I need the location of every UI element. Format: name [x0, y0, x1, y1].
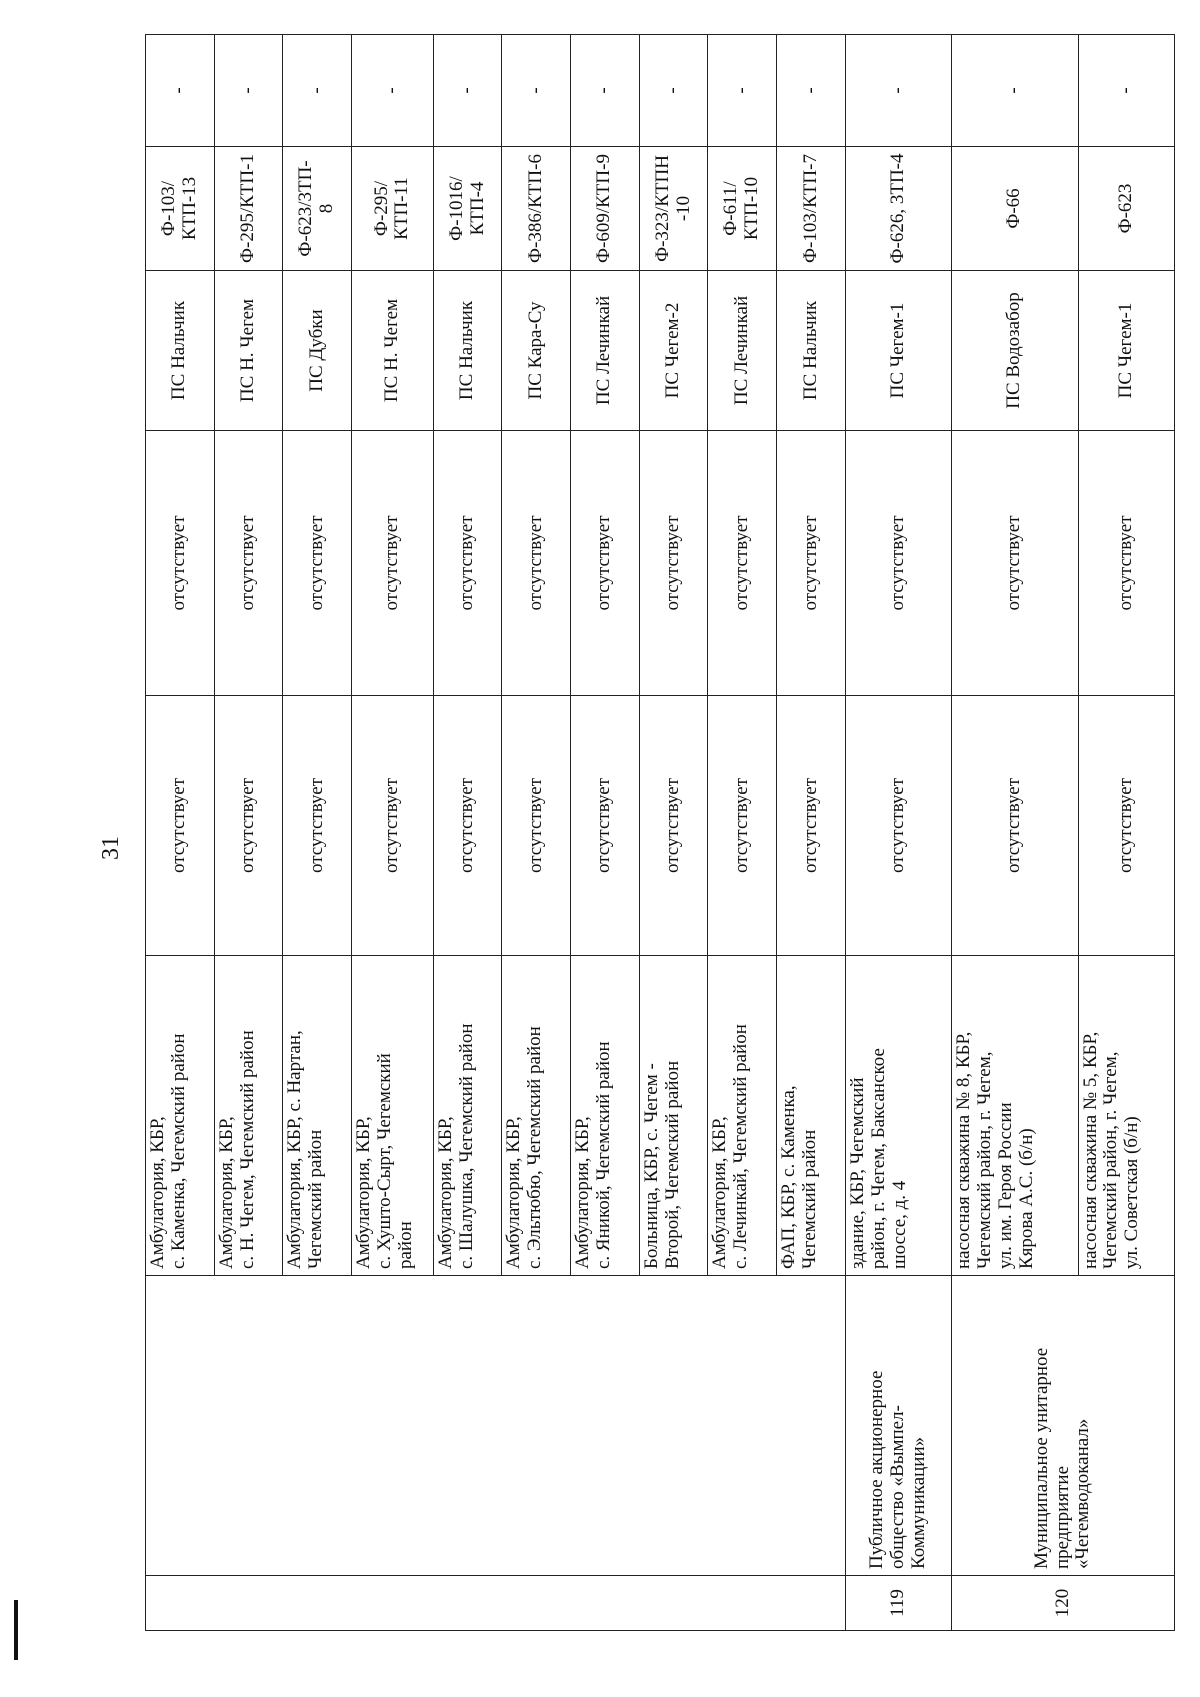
dash-cell: - — [352, 35, 434, 147]
row-number-cell: 119 — [845, 1576, 951, 1631]
feeder-cell: Ф-323/КТПН -10 — [639, 147, 708, 271]
status-cell: отсутствует — [951, 696, 1078, 956]
substation-cell: ПС Лечинкай — [708, 271, 777, 431]
object-address-cell: Амбулатория, КБР, с. Нартан, Чегемский район — [283, 956, 352, 1276]
status-cell: отсутствует — [502, 696, 571, 956]
status-cell: отсутствует — [502, 431, 571, 696]
object-address-cell: Амбулатория, КБР, с. Хушто-Сырт, Чегемский район — [352, 956, 434, 1276]
substation-cell: ПС Водозабор — [951, 271, 1078, 431]
status-cell: отсутствует — [1078, 431, 1174, 696]
dash-cell: - — [214, 35, 283, 147]
dash-cell: - — [146, 35, 215, 147]
dash-cell: - — [639, 35, 708, 147]
feeder-cell: Ф-609/КТП-9 — [571, 147, 640, 271]
status-cell: отсутствует — [283, 696, 352, 956]
object-address-cell: Больница, КБР, с. Чегем - Второй, Чегемский район — [639, 956, 708, 1276]
status-cell: отсутствует — [352, 696, 434, 956]
status-cell: отсутствует — [777, 431, 846, 696]
object-address-cell: здание, КБР, Чегемский район, г. Чегем, Баксанское шоссе, д. 4 — [845, 956, 951, 1276]
feeder-cell: Ф-1016/ КТП-4 — [433, 147, 502, 271]
scan-edge-mark — [14, 1600, 18, 1660]
status-cell: отсутствует — [433, 431, 502, 696]
substation-cell: ПС Н. Чегем — [214, 271, 283, 431]
status-cell: отсутствует — [571, 696, 640, 956]
status-cell: отсутствует — [433, 696, 502, 956]
dash-cell: - — [571, 35, 640, 147]
table-row — [845, 35, 951, 1631]
dash-cell: - — [433, 35, 502, 147]
status-cell: отсутствует — [639, 696, 708, 956]
feeder-cell: Ф-626, 3ТП-4 — [845, 147, 951, 271]
row-number-cell — [146, 1576, 846, 1631]
status-cell: отсутствует — [639, 431, 708, 696]
feeder-cell: Ф-623 — [1078, 147, 1174, 271]
table-body — [146, 35, 1175, 1631]
rotated-table — [145, 35, 1175, 1631]
row-number-cell: 120 — [951, 1576, 1174, 1631]
feeder-cell: Ф-103/КТП-7 — [777, 147, 846, 271]
feeder-cell: Ф-623/3ТП- 8 — [283, 147, 352, 271]
status-cell: отсутствует — [146, 431, 215, 696]
object-address-cell: насосная скважина № 8, КБР, Чегемский район, г. Чегем, ул. им. Героя России Кярова А.С. (б/н) — [951, 956, 1078, 1276]
feeder-cell: Ф-295/КТП-1 — [214, 147, 283, 271]
organization-cell: Публичное акционерное общество «Вымпел- Коммуникации» — [845, 1276, 951, 1576]
status-cell: отсутствует — [708, 696, 777, 956]
substation-cell: ПС Чегем-1 — [1078, 271, 1174, 431]
substation-cell: ПС Нальчик — [146, 271, 215, 431]
substation-cell: ПС Кара-Су — [502, 271, 571, 431]
dash-cell: - — [502, 35, 571, 147]
table-row — [146, 35, 215, 1631]
status-cell: отсутствует — [214, 696, 283, 956]
page-number: 31 — [98, 836, 124, 860]
dash-cell: - — [951, 35, 1078, 147]
status-cell: отсутствует — [1078, 696, 1174, 956]
substation-cell: ПС Чегем-2 — [639, 271, 708, 431]
feeder-cell: Ф-103/КТП-13 — [146, 147, 215, 271]
object-address-cell: Амбулатория, КБР, с. Шалушка, Чегемский район — [433, 956, 502, 1276]
substation-cell: ПС Чегем-1 — [845, 271, 951, 431]
organization-cell — [146, 1276, 846, 1576]
status-cell: отсутствует — [283, 431, 352, 696]
object-address-cell: ФАП, КБР, с. Каменка, Чегемский район — [777, 956, 846, 1276]
object-address-cell: Амбулатория, КБР, с. Каменка, Чегемский район — [146, 956, 215, 1276]
feeder-cell: Ф-295/ КТП-11 — [352, 147, 434, 271]
dash-cell: - — [1078, 35, 1174, 147]
object-address-cell: насосная скважина № 5, КБР, Чегемский район, г. Чегем, ул. Советская (б/н) — [1078, 956, 1174, 1276]
status-cell: отсутствует — [708, 431, 777, 696]
substation-cell: ПС Нальчик — [433, 271, 502, 431]
substation-cell: ПС Дубки — [283, 271, 352, 431]
organization-cell: Муниципальное унитарное предприятие «Чегемводоканал» — [951, 1276, 1174, 1576]
table-row — [951, 35, 1078, 1631]
status-cell: отсутствует — [146, 696, 215, 956]
substation-cell: ПС Лечинкай — [571, 271, 640, 431]
object-address-cell: Амбулатория, КБР, с. Эльтюбю, Чегемский район — [502, 956, 571, 1276]
dash-cell: - — [283, 35, 352, 147]
feeder-cell: Ф-66 — [951, 147, 1078, 271]
object-address-cell: Амбулатория, КБР, с. Лечинкай, Чегемский район — [708, 956, 777, 1276]
status-cell: отсутствует — [777, 696, 846, 956]
substation-cell: ПС Н. Чегем — [352, 271, 434, 431]
status-cell: отсутствует — [214, 431, 283, 696]
object-address-cell: Амбулатория, КБР, с. Яникой, Чегемский район — [571, 956, 640, 1276]
dash-cell: - — [845, 35, 951, 147]
status-cell: отсутствует — [571, 431, 640, 696]
dash-cell: - — [708, 35, 777, 147]
object-address-cell: Амбулатория, КБР, с. Н. Чегем, Чегемский район — [214, 956, 283, 1276]
data-table — [145, 34, 1175, 1631]
feeder-cell: Ф-611/КТП-10 — [708, 147, 777, 271]
dash-cell: - — [777, 35, 846, 147]
table-container — [145, 35, 1175, 1631]
status-cell: отсутствует — [845, 696, 951, 956]
status-cell: отсутствует — [352, 431, 434, 696]
feeder-cell: Ф-386/КТП-6 — [502, 147, 571, 271]
status-cell: отсутствует — [951, 431, 1078, 696]
substation-cell: ПС Нальчик — [777, 271, 846, 431]
status-cell: отсутствует — [845, 431, 951, 696]
